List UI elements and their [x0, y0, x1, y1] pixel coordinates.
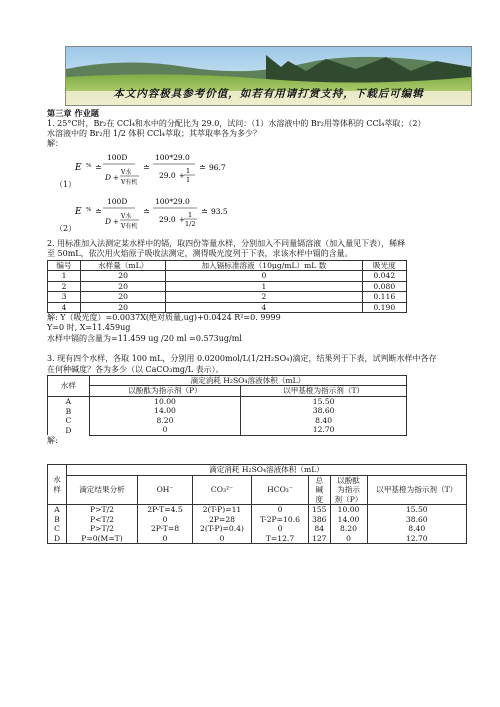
banner-image	[65, 46, 472, 106]
f1-vw: V水	[121, 168, 132, 176]
f2-result: 93.5	[211, 206, 228, 216]
table-row	[48, 281, 407, 291]
ans-co3: 2P=28	[209, 514, 235, 524]
f2-e: E	[75, 206, 82, 217]
svg-text:≐: ≐	[199, 162, 206, 172]
ans-t: 12.70	[405, 533, 428, 543]
table-cell: 1	[48, 271, 81, 281]
table-row	[48, 292, 407, 302]
p-value: 10.00	[154, 396, 176, 406]
svg-text:+: +	[113, 217, 119, 226]
p-value: 0	[162, 425, 168, 435]
svg-text:≐: ≐	[143, 162, 150, 172]
table-cell: 3	[48, 292, 81, 302]
ans-th-co3: CO₃²⁻	[193, 475, 252, 504]
f1-frden: 1	[186, 175, 191, 184]
q1-formula-1	[55, 150, 467, 194]
q3-stem-line2: 在何种碱度？各为多少（以 CaCO₃mg/L 表示）。	[47, 364, 224, 374]
q1-stem-line1: 1. 25°C时，Br₂在 CCl₄和水中的分配比为 29.0，试问：（1）水溶液中的 Br₂用等体积的 CCl₄萃取；（2）	[47, 118, 426, 128]
q2-solution-line3: 水样中镉的含量为=11.459 ug /20 ml =0.573ug/ml	[47, 333, 242, 343]
ans-th-sample: 水样	[48, 465, 67, 505]
table-row	[48, 396, 407, 435]
ans-oh: 2P-T=8	[150, 524, 180, 534]
ans-total: 386	[312, 514, 327, 524]
ans-p: 0	[346, 533, 351, 543]
answer-header-row1	[48, 465, 467, 475]
table-cell	[138, 505, 193, 544]
f1-pct: %	[86, 162, 92, 169]
ans-result: P=0(M=T)	[81, 533, 123, 543]
f1-vo: V有机	[121, 178, 138, 186]
ans-result: P>T/2	[90, 524, 114, 534]
ans-sample: C	[54, 524, 60, 534]
ans-sample: A	[54, 505, 60, 515]
table-cell: 20	[81, 271, 166, 281]
table-row	[48, 302, 407, 312]
ans-hco3: 0	[277, 505, 283, 515]
svg-text:+: +	[113, 173, 119, 182]
f1-e: E	[75, 162, 82, 173]
table-cell: 2	[166, 292, 362, 302]
q2-table	[47, 260, 407, 313]
q3-table	[47, 375, 407, 436]
table-cell	[48, 505, 67, 544]
ans-th-consumed: 滴定消耗 H₂SO₄溶液体积（mL）	[67, 465, 467, 475]
q1-solution-label: 解：	[47, 139, 63, 149]
table-cell: 4	[48, 302, 81, 312]
table-cell: 20	[81, 292, 166, 302]
table-cell: 0.116	[362, 292, 406, 302]
sample-id: D	[65, 425, 72, 435]
ans-th-total: 总碱度	[309, 475, 331, 504]
table-cell	[67, 505, 138, 544]
q3-solution-label: 解:	[47, 435, 58, 445]
q2-th-3: 吸光度	[362, 260, 406, 270]
f1-result: 96.7	[209, 162, 226, 172]
table-cell: 0.190	[362, 302, 406, 312]
p-value: 8.20	[156, 415, 174, 425]
q2-th-0: 编号	[48, 260, 81, 270]
svg-text:≐: ≐	[95, 206, 102, 216]
q3-th-consumed: 滴定消耗 H₂SO₄溶液体积（mL）	[89, 375, 406, 385]
ans-oh: 2P-T=4.5	[147, 505, 183, 515]
table-cell: 0	[166, 271, 362, 281]
ans-result: P>T/2	[90, 505, 114, 515]
q3-th-phenol: 以酚酞为指示剂（P）	[89, 386, 240, 396]
ans-t: 38.60	[405, 514, 428, 524]
table-cell	[367, 505, 467, 544]
q3-stem-line1: 3. 现有四个水样，各取 100 mL，分别用 0.0200mol/L(1/2H₂SO₄)滴定，结果列于下表，试判断水样中各存	[47, 354, 437, 364]
ans-sample: B	[54, 514, 60, 524]
ans-total: 155	[312, 505, 327, 515]
t-value: 15.50	[312, 396, 335, 406]
ans-total: 127	[312, 533, 327, 543]
ans-co3: 2(T-P)=0.4)	[200, 524, 244, 534]
ans-t: 8.40	[408, 524, 426, 534]
ans-co3: 0	[219, 533, 225, 543]
answer-header-row2	[48, 475, 467, 504]
q2-th-2: 加入镉标准溶液（10μg/mL）mL 数	[166, 260, 362, 270]
ans-th-oh: OH⁻	[138, 475, 193, 504]
ans-hco3: T=12.7	[265, 533, 295, 543]
svg-text:+: +	[179, 215, 185, 224]
t-value: 8.40	[315, 415, 333, 425]
f2-dd: 29.0	[159, 214, 176, 224]
q2-stem-line2: 至 50mL，依次用火焰原子吸收法测定，测得吸光度列于下表，求该水样中镉的含量。	[47, 249, 353, 259]
table-cell: 2	[48, 281, 81, 291]
ans-hco3: 0	[277, 524, 283, 534]
q1-part2-label: （2）	[55, 223, 77, 233]
ans-p: 10.00	[337, 505, 360, 515]
ans-t: 15.50	[405, 505, 428, 515]
table-cell	[193, 505, 252, 544]
table-row	[48, 271, 407, 281]
q2-table-header	[48, 260, 407, 270]
extraction-formula-1	[73, 150, 303, 194]
table-cell: 4	[166, 302, 362, 312]
q2-stem-line1: 2. 用标准加入法测定某水样中的镉，取四份等量水样，分别加入不同量镉溶液（加入量见下表），稀释	[47, 238, 406, 248]
ans-oh: 0	[162, 514, 168, 524]
q3-answer-table	[47, 464, 467, 544]
f1-frnum: 1	[186, 166, 191, 175]
ans-sample: D	[53, 533, 61, 543]
table-cell: 20	[81, 302, 166, 312]
ans-th-result: 滴定结果分析	[67, 475, 138, 504]
svg-text:D: D	[105, 172, 112, 182]
table-cell	[252, 505, 309, 544]
ans-hco3: T-2P=10.6	[260, 514, 300, 524]
sample-id: A	[65, 397, 72, 407]
ans-co3: 2(T-P)=11	[202, 505, 242, 515]
chapter-title: 第三章 作业题	[47, 108, 99, 118]
f2-num2: 100*29.0	[155, 196, 190, 206]
table-cell: 0.042	[362, 271, 406, 281]
banner-caption: 本文内容极具参考价值，如若有用请打赏支持，下载后可编辑	[113, 88, 424, 101]
table-cell: 1	[166, 281, 362, 291]
q2-solution-line1: 解: Y（吸光度）=0.0037X(绝对质量,ug)+0.0424 R²=0. 9999	[47, 313, 281, 323]
svg-text:D: D	[105, 216, 112, 226]
document-body	[47, 108, 467, 544]
f2-vw: V水	[121, 212, 132, 220]
table-cell: 0.080	[362, 281, 406, 291]
ans-p: 8.20	[340, 524, 357, 534]
extraction-formula-2	[73, 194, 303, 238]
table-cell	[241, 396, 407, 435]
ans-result: P<T/2	[90, 514, 114, 524]
sample-id: B	[65, 406, 72, 416]
sample-id: C	[65, 416, 72, 426]
table-cell	[309, 505, 331, 544]
f2-pct: %	[86, 206, 92, 213]
ans-th-hco3: HCO₃⁻	[252, 475, 309, 504]
table-cell	[89, 396, 240, 435]
table-cell	[330, 505, 367, 544]
t-value: 12.70	[312, 425, 335, 435]
p-value: 14.00	[154, 406, 176, 416]
q3-table-header-row1	[48, 375, 407, 385]
q1-stem-line2: 水溶液中的 Br₂用 1/2 体积 CCl₄萃取；其萃取率各为多少？	[47, 129, 261, 139]
q3-th-methyl: 以甲基橙为指示剂（T）	[241, 386, 407, 396]
ans-oh: 0	[162, 533, 168, 543]
f1-num2: 100*29.0	[155, 152, 190, 162]
q2-solution-line2: Y=0 时, X=11.459ug	[47, 323, 131, 333]
q2-th-1: 水样量（mL）	[81, 260, 166, 270]
f1-num1: 100D	[107, 152, 128, 162]
f1-dd: 29.0	[159, 170, 176, 180]
ans-th-p: 以酚酞为指示剂（P）	[330, 475, 367, 504]
table-row	[48, 505, 467, 544]
t-value: 38.60	[312, 406, 335, 416]
q1-part1-label: （1）	[55, 179, 77, 189]
f2-vo: V有机	[121, 222, 138, 230]
q1-formula-2	[55, 194, 467, 238]
q3-table-header-row2	[48, 386, 407, 396]
ans-th-t: 以甲基橙为指示剂（T）	[367, 475, 467, 504]
f2-num1: 100D	[107, 196, 128, 206]
f2-frnum: 1	[188, 210, 193, 219]
ans-p: 14.00	[337, 514, 360, 524]
f2-frden: 1/2	[185, 219, 196, 228]
svg-text:+: +	[179, 171, 185, 180]
svg-text:≐: ≐	[95, 162, 102, 172]
table-cell	[48, 396, 90, 435]
ans-total: 84	[314, 524, 325, 534]
svg-text:≐: ≐	[201, 206, 208, 216]
table-cell: 20	[81, 281, 166, 291]
svg-text:≐: ≐	[143, 206, 150, 216]
q3-th-sample: 水样	[48, 375, 90, 396]
